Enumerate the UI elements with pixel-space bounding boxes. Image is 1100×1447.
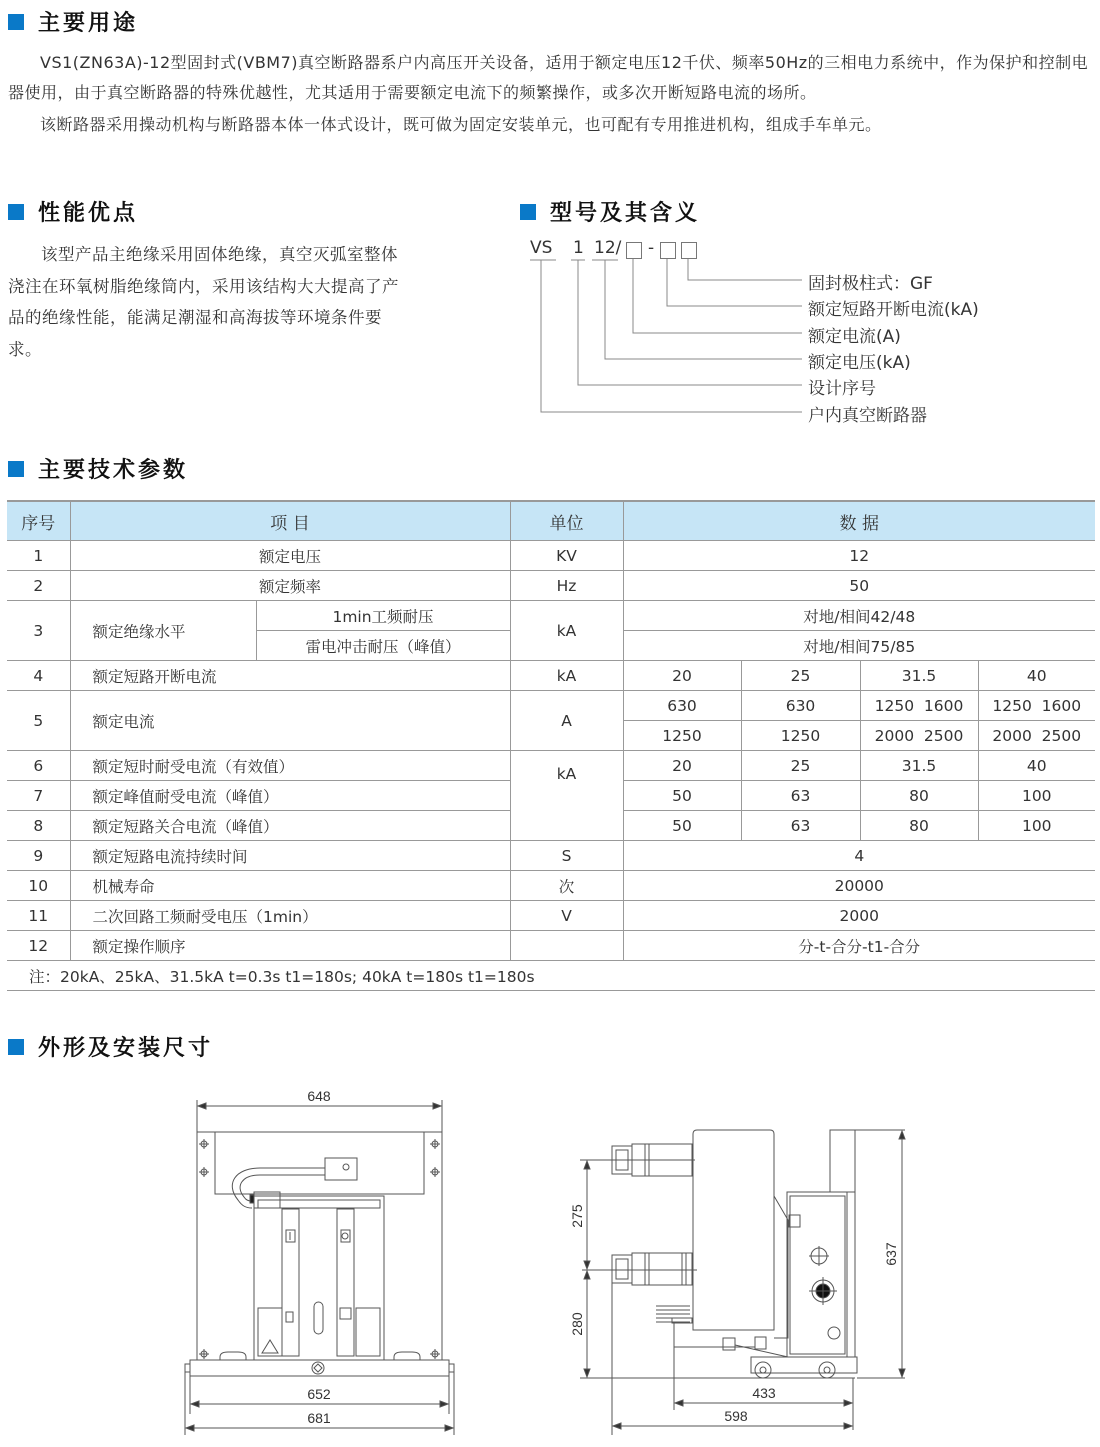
section-title-usage — [8, 6, 138, 37]
cell-unit: Hz — [510, 571, 623, 601]
placeholder-box-current — [626, 242, 642, 259]
cell-value: 1250 — [741, 721, 860, 751]
cell-no: 1 — [7, 541, 70, 571]
cell-item: 额定绝缘水平 — [70, 601, 256, 661]
cell-no: 8 — [7, 811, 70, 841]
side-view-drawing — [560, 1110, 920, 1440]
code-dash: - — [648, 238, 655, 258]
cell-unit: 次 — [510, 871, 623, 901]
cell-value: 2000 2500 — [860, 721, 978, 751]
cell-value: 100 — [978, 781, 1095, 811]
cell-data: 对地/相间42/48 — [623, 601, 1095, 631]
cell-subitem: 雷电冲击耐压（峰值） — [256, 631, 510, 661]
cell-value: 1250 1600 — [860, 691, 978, 721]
section-title-advantages — [8, 196, 138, 227]
code-voltage: 12/ — [594, 238, 622, 258]
cell-item: 额定频率 — [70, 571, 510, 601]
cell-item: 额定短时耐受电流（有效值） — [70, 751, 510, 781]
cell-no: 12 — [7, 931, 70, 961]
section-title-text: 性能优点 — [38, 201, 139, 226]
dim-598: 598 — [724, 1408, 748, 1424]
cell-value: 50 — [623, 811, 741, 841]
cell-value: 63 — [741, 811, 860, 841]
cell-data: 对地/相间75/85 — [623, 631, 1095, 661]
cell-value: 1250 1600 — [978, 691, 1095, 721]
cell-item: 二次回路工频耐受电压（1min） — [70, 901, 510, 931]
advantages-paragraph: 该型产品主绝缘采用固体绝缘，真空灭弧室整体浇注在环氧树脂绝缘筒内，采用该结构大大提高了产品的绝缘性能，能满足潮湿和高海拔等环境条件要求。 — [8, 245, 399, 359]
placeholder-box-pole — [681, 242, 697, 259]
cell-item: 额定电流 — [70, 691, 510, 751]
section-title-text: 主要技术参数 — [38, 458, 189, 483]
cell-item: 额定操作顺序 — [70, 931, 510, 961]
section-title-text: 主要用途 — [38, 11, 139, 36]
table-note: 注：20kA、25kA、31.5kA t=0.3s t1=180s; 40kA t=180s t1=180s — [7, 961, 1095, 991]
section-marker-icon — [520, 204, 536, 220]
dim-275: 275 — [569, 1204, 585, 1228]
dim-433: 433 — [752, 1385, 776, 1401]
cell-no: 11 — [7, 901, 70, 931]
section-title-params — [8, 453, 188, 484]
dim-648: 648 — [307, 1088, 331, 1104]
cell-unit: kA — [510, 601, 623, 661]
table-row — [7, 601, 1095, 631]
cell-no: 4 — [7, 661, 70, 691]
cell-value: 80 — [860, 781, 978, 811]
cell-item: 机械寿命 — [70, 871, 510, 901]
cell-value: 80 — [860, 811, 978, 841]
cell-no: 9 — [7, 841, 70, 871]
cell-value: 40 — [978, 751, 1095, 781]
cell-unit: A — [510, 691, 623, 751]
table-row — [7, 901, 1095, 931]
crosshair-icon — [199, 1139, 209, 1149]
table-row — [7, 691, 1095, 721]
table-row — [7, 661, 1095, 691]
section-title-model — [520, 196, 700, 227]
table-header-row — [7, 501, 1095, 541]
section-marker-icon — [8, 461, 24, 477]
table-note-row — [7, 961, 1095, 991]
cell-unit: S — [510, 841, 623, 871]
cell-value: 630 — [741, 691, 860, 721]
section-marker-icon — [8, 14, 24, 30]
header-no: 序号 — [7, 501, 70, 541]
placeholder-box-breaking — [660, 242, 676, 259]
usage-paragraph-2: 该断路器采用操动机构与断路器本体一体式设计，既可做为固定安装单元，也可配有专用推进机构，组成手车单元。 — [40, 115, 882, 134]
usage-paragraph-1: VS1(ZN63A)-12型固封式(VBM7)真空断路器系户内高压开关设备，适用于额定电压12千伏、频率50Hz的三相电力系统中，作为保护和控制电器使用，由于真空断路器的特殊优越性，尤其适用于需要额定电流下的频繁操作，或多次开断短路电流的场所。 — [8, 53, 1089, 102]
cell-no: 2 — [7, 571, 70, 601]
cell-value: 31.5 — [860, 751, 978, 781]
model-label: 设计序号 — [808, 379, 876, 399]
cell-value: 20 — [623, 661, 741, 691]
header-unit: 单位 — [510, 501, 623, 541]
cell-value: 25 — [741, 751, 860, 781]
cell-value: 630 — [623, 691, 741, 721]
cell-no: 3 — [7, 601, 70, 661]
section-title-text: 型号及其含义 — [550, 201, 701, 226]
section-marker-icon — [8, 204, 24, 220]
table-row — [7, 841, 1095, 871]
spec-table — [7, 500, 1095, 991]
model-label: 户内真空断路器 — [808, 406, 927, 426]
dim-637: 637 — [883, 1242, 899, 1266]
cell-no: 6 — [7, 751, 70, 781]
dim-280: 280 — [569, 1312, 585, 1336]
code-vs: VS — [530, 238, 553, 258]
cell-value: 20 — [623, 751, 741, 781]
table-row — [7, 541, 1095, 571]
table-row — [7, 751, 1095, 781]
cell-data: 2000 — [623, 901, 1095, 931]
cell-unit: KV — [510, 541, 623, 571]
cell-unit: kA — [510, 751, 623, 841]
cell-item: 额定短路电流持续时间 — [70, 841, 510, 871]
model-label: 额定短路开断电流(kA) — [808, 300, 979, 320]
cell-data: 50 — [623, 571, 1095, 601]
front-view-drawing — [180, 1080, 460, 1440]
code-design-no: 1 — [573, 238, 584, 258]
cell-unit: V — [510, 901, 623, 931]
cell-value: 31.5 — [860, 661, 978, 691]
model-code-diagram — [530, 238, 1050, 428]
header-item: 项 目 — [70, 501, 510, 541]
cell-value: 2000 2500 — [978, 721, 1095, 751]
cell-subitem: 1min工频耐压 — [256, 601, 510, 631]
cell-data: 12 — [623, 541, 1095, 571]
cell-no: 5 — [7, 691, 70, 751]
cell-data: 20000 — [623, 871, 1095, 901]
cell-unit — [510, 931, 623, 961]
cell-value: 63 — [741, 781, 860, 811]
cell-data: 4 — [623, 841, 1095, 871]
cell-value: 100 — [978, 811, 1095, 841]
cell-value: 1250 — [623, 721, 741, 751]
header-data: 数 据 — [623, 501, 1095, 541]
table-row — [7, 871, 1095, 901]
cell-item: 额定短路关合电流（峰值） — [70, 811, 510, 841]
model-leader-lines — [530, 238, 1050, 428]
cell-no: 7 — [7, 781, 70, 811]
cell-value: 40 — [978, 661, 1095, 691]
cell-value: 25 — [741, 661, 860, 691]
model-label: 额定电流(A) — [808, 327, 901, 347]
section-title-dimensions — [8, 1031, 213, 1062]
dim-681: 681 — [307, 1410, 331, 1426]
cell-no: 10 — [7, 871, 70, 901]
dim-652: 652 — [307, 1386, 331, 1402]
cell-data: 分-t-合分-t1-合分 — [623, 931, 1095, 961]
table-row — [7, 931, 1095, 961]
model-label: 固封极柱式：GF — [808, 274, 933, 294]
cell-unit: kA — [510, 661, 623, 691]
table-row — [7, 571, 1095, 601]
cell-item: 额定电压 — [70, 541, 510, 571]
cell-item: 额定短路开断电流 — [70, 661, 510, 691]
model-label: 额定电压(kA) — [808, 353, 911, 373]
section-marker-icon — [8, 1039, 24, 1055]
cell-item: 额定峰值耐受电流（峰值） — [70, 781, 510, 811]
cell-value: 50 — [623, 781, 741, 811]
section-title-text: 外形及安装尺寸 — [38, 1036, 214, 1061]
